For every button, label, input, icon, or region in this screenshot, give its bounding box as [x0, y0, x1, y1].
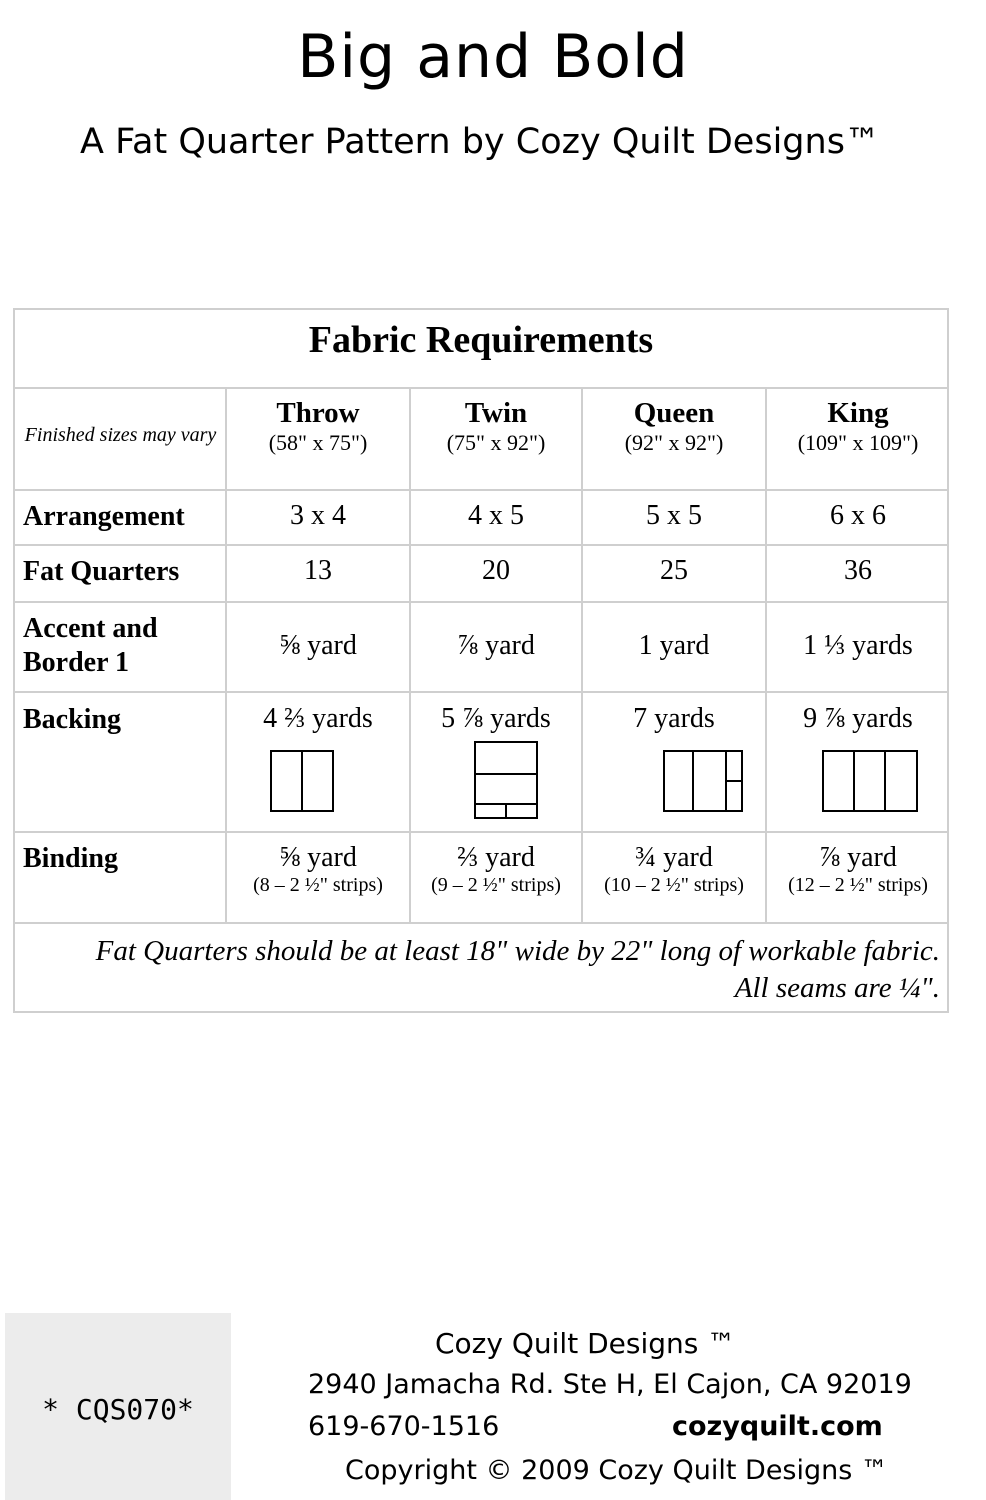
company-address: 2940 Jamacha Rd. Ste H, El Cajon, CA 92019	[308, 1369, 912, 1400]
binding-strips: (10 – 2 ½" strips)	[604, 874, 744, 896]
binding-cell	[767, 842, 949, 897]
binding-cell	[583, 842, 765, 897]
size-note: Finished sizes may vary	[24, 424, 217, 446]
table-cell: 1 ⅓ yards	[803, 630, 913, 661]
table-divider	[13, 691, 949, 693]
binding-yardage: ⅔ yard	[457, 842, 535, 873]
backing-diagram-king	[822, 750, 918, 812]
binding-yardage: ⅞ yard	[819, 842, 897, 873]
company-name: Cozy Quilt Designs ™	[435, 1327, 736, 1360]
table-cell: 3 x 4	[290, 500, 346, 531]
binding-strips: (8 – 2 ½" strips)	[253, 874, 383, 896]
company-phone: 619-670-1516	[308, 1411, 500, 1442]
sku-code: * CQS070*	[42, 1393, 194, 1426]
footnote-line: All seams are ¼".	[734, 972, 940, 1004]
table-cell: 9 ⅞ yards	[803, 703, 913, 734]
table-cell: 36	[844, 555, 872, 586]
column-header-king	[767, 398, 949, 458]
binding-cell	[411, 842, 581, 897]
row-label-line: Accent and	[23, 613, 158, 644]
column-name: Twin	[464, 397, 528, 429]
table-divider	[13, 831, 949, 833]
row-label-arrangement: Arrangement	[23, 501, 185, 532]
row-label-accent-border	[23, 612, 158, 680]
backing-diagram-throw	[270, 750, 334, 812]
footnote-line: Fat Quarters should be at least 18" wide by 22" long of workable fabric.	[95, 935, 940, 967]
binding-cell	[227, 842, 409, 897]
table-cell: ⅝ yard	[279, 630, 357, 661]
table-cell: 4 ⅔ yards	[263, 703, 373, 734]
row-label-fat-quarters: Fat Quarters	[23, 556, 180, 587]
table-divider	[13, 601, 949, 603]
company-website-link[interactable]: cozyquilt.com	[672, 1411, 883, 1442]
table-divider	[13, 489, 949, 491]
column-dims: (75" x 92")	[446, 430, 546, 455]
column-header-twin	[411, 398, 581, 458]
row-label-binding: Binding	[23, 843, 118, 874]
table-cell: 4 x 5	[468, 500, 524, 531]
column-name: King	[827, 397, 889, 429]
table-cell: 7 yards	[633, 703, 715, 734]
table-divider	[13, 544, 949, 546]
row-label-line: Border 1	[23, 647, 130, 678]
row-label-backing: Backing	[23, 704, 122, 735]
table-divider	[13, 922, 949, 924]
table-cell: 5 x 5	[646, 500, 702, 531]
table-cell: 25	[660, 555, 688, 586]
binding-yardage: ¾ yard	[635, 842, 713, 873]
table-heading: Fabric Requirements	[308, 319, 654, 361]
table-cell: 20	[482, 555, 510, 586]
column-name: Throw	[276, 397, 360, 429]
table-cell: 6 x 6	[830, 500, 886, 531]
column-dims: (92" x 92")	[624, 430, 724, 455]
binding-strips: (12 – 2 ½" strips)	[788, 874, 928, 896]
binding-yardage: ⅝ yard	[279, 842, 357, 873]
column-header-queen	[583, 398, 765, 458]
backing-diagram-twin	[474, 741, 538, 819]
table-cell: 13	[304, 555, 332, 586]
table-cell: 5 ⅞ yards	[441, 703, 551, 734]
table-footnote	[20, 933, 940, 1007]
backing-diagram-queen	[663, 750, 743, 812]
binding-strips: (9 – 2 ½" strips)	[431, 874, 561, 896]
table-divider	[13, 387, 949, 389]
copyright: Copyright © 2009 Cozy Quilt Designs ™	[345, 1455, 888, 1486]
page-subtitle: A Fat Quarter Pattern by Cozy Quilt Designs™	[80, 122, 880, 162]
table-cell: 1 yard	[638, 630, 710, 661]
column-header-throw	[227, 398, 409, 458]
page-title: Big and Bold	[297, 22, 689, 92]
column-name: Queen	[633, 397, 715, 429]
column-dims: (109" x 109")	[797, 430, 919, 455]
table-cell: ⅞ yard	[457, 630, 535, 661]
column-dims: (58" x 75")	[268, 430, 368, 455]
